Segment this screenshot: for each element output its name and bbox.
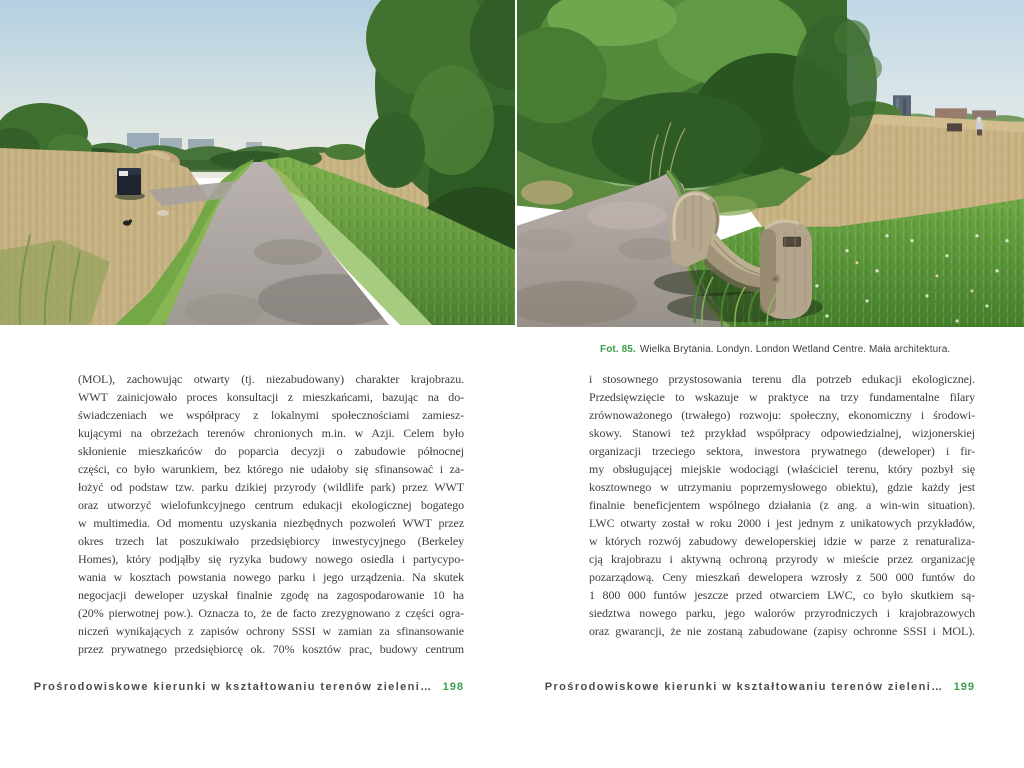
body-line: finalnie beneficjentem wspólnego działania (z ang. a win-win situation). — [589, 498, 975, 512]
body-line: Przedsięwzięcie to wskazuje w praktyce na trzy fundamentalne filary — [589, 390, 975, 404]
body-line: (20% pierwotnej pow.). Oznacza to, że de facto zrezygnowano z części ogra- — [78, 606, 464, 620]
body-line: 1 800 000 funtów jeszcze przed otwarciem LWC, co było skutkiem są- — [589, 588, 975, 602]
body-line: kującymi na obrzeżach terenów chronionych m.in. w Azji. Celem było — [78, 426, 464, 440]
body-line: my obsługującej miejskie wodociągi (właściciel terenu, który pozbył się — [589, 462, 975, 476]
body-line: negocjacji deweloper uzyskał finalnie zgodę na zagospodarowanie 10 ha — [78, 588, 464, 602]
body-line: przez prywatnego przedsiębiorcę ok. 70% kosztów prac, budowy centrum — [78, 642, 464, 656]
photo-caption — [600, 344, 950, 355]
body-line: w multimedia. Od momentu uzyskania niezbędnych pozwoleń WWT przez — [78, 516, 464, 530]
body-line: skowy. Stanowi też przykład współpracy odpowiedzialnej, wizjonerskiej — [589, 426, 975, 440]
right-page-footer — [544, 681, 975, 693]
body-line: kosztownego w utrzymaniu poprzemysłowego obiektu), gdzie każdy jest — [589, 480, 975, 494]
body-line: w których rozwój zabudowy deweloperskiej idzie w parze z renaturaliza- — [589, 534, 975, 548]
body-line: łożyć od podstaw tzw. parku dzikiej przyrody (wildlife park) przez WWT — [78, 480, 464, 494]
left-page-footer — [33, 681, 464, 693]
body-line: pozarządową. Ceny mieszkań dewelopera wzrosły z 500 000 funtów do — [589, 570, 975, 584]
body-line: i stosownego przystosowania terenu dla potrzeb edukacji ekologicznej. — [589, 372, 975, 386]
page-number: 198 — [442, 681, 464, 693]
left-photo-park-path — [0, 0, 515, 325]
body-line: organizacji trzeciego sektora, inwestora prywatnego (deweloper) i fir- — [589, 444, 975, 458]
body-line: niczeń wynikających z zapisów ochrony SSSI w zamian za sfinansowanie — [78, 624, 464, 638]
body-line: okres trzech lat poszukiwało przedsiębiorcy inwestycyjnego (Berkeley — [78, 534, 464, 548]
right-photo-illustration — [517, 0, 1024, 327]
photo-caption-label: Fot. 85. — [600, 344, 636, 355]
body-line: świadczeniach we współpracy z lokalnymi społecznościami zamiesz- — [78, 408, 464, 422]
body-line: (MOL), zachowując otwarty (tj. niezabudowany) charakter krajobrazu. — [78, 372, 464, 386]
body-line: oraz utworzyć wielofunkcyjnego centrum edukacji ekologicznej bogatego — [78, 498, 464, 512]
body-line: cją krajobrazu i aktywną ochroną przyrody w mieście przez organizację — [589, 552, 975, 566]
photo-caption-text: Wielka Brytania. Londyn. London Wetland Centre. Mała architektura. — [639, 344, 951, 355]
page-number: 199 — [953, 681, 975, 693]
left-page-body — [78, 370, 464, 658]
body-line: WWT zainicjowało proces konsultacji z mieszkańcami, bazując na do- — [78, 390, 464, 404]
body-line: LWC otwarty został w roku 2000 i jest jednym z unikatowych przykładów, — [589, 516, 975, 530]
footer-title: Prośrodowiskowe kierunki w kształtowaniu terenów zieleni… — [33, 681, 433, 693]
right-page-body — [589, 370, 975, 640]
right-photo-bench — [517, 0, 1024, 327]
body-line: zrównoważonego (trwałego) rozwoju: społeczny, ekonomiczny i środowi- — [589, 408, 975, 422]
footer-title: Prośrodowiskowe kierunki w kształtowaniu terenów zieleni… — [544, 681, 944, 693]
body-line: części, co było warunkiem, bez którego nie udałoby się sfinansować i za- — [78, 462, 464, 476]
body-line: Homes), który podjąłby się ryzyka budowy nowego osiedla i partycypo- — [78, 552, 464, 566]
body-line: skłonienie mieszkańców do poparcia decyzji o zabudowie północnej — [78, 444, 464, 458]
body-line: siedztwa nowego parku, jego walorów przyrodniczych i krajobrazowych — [589, 606, 975, 620]
body-line: oraz gwarancji, że nie zostaną zabudowane (zapisy ochronne SSSI i MOL). — [589, 624, 975, 638]
left-photo-illustration — [0, 0, 515, 325]
body-line: wania w kosztach powstania nowego parku i jego urządzenia. Na skutek — [78, 570, 464, 584]
